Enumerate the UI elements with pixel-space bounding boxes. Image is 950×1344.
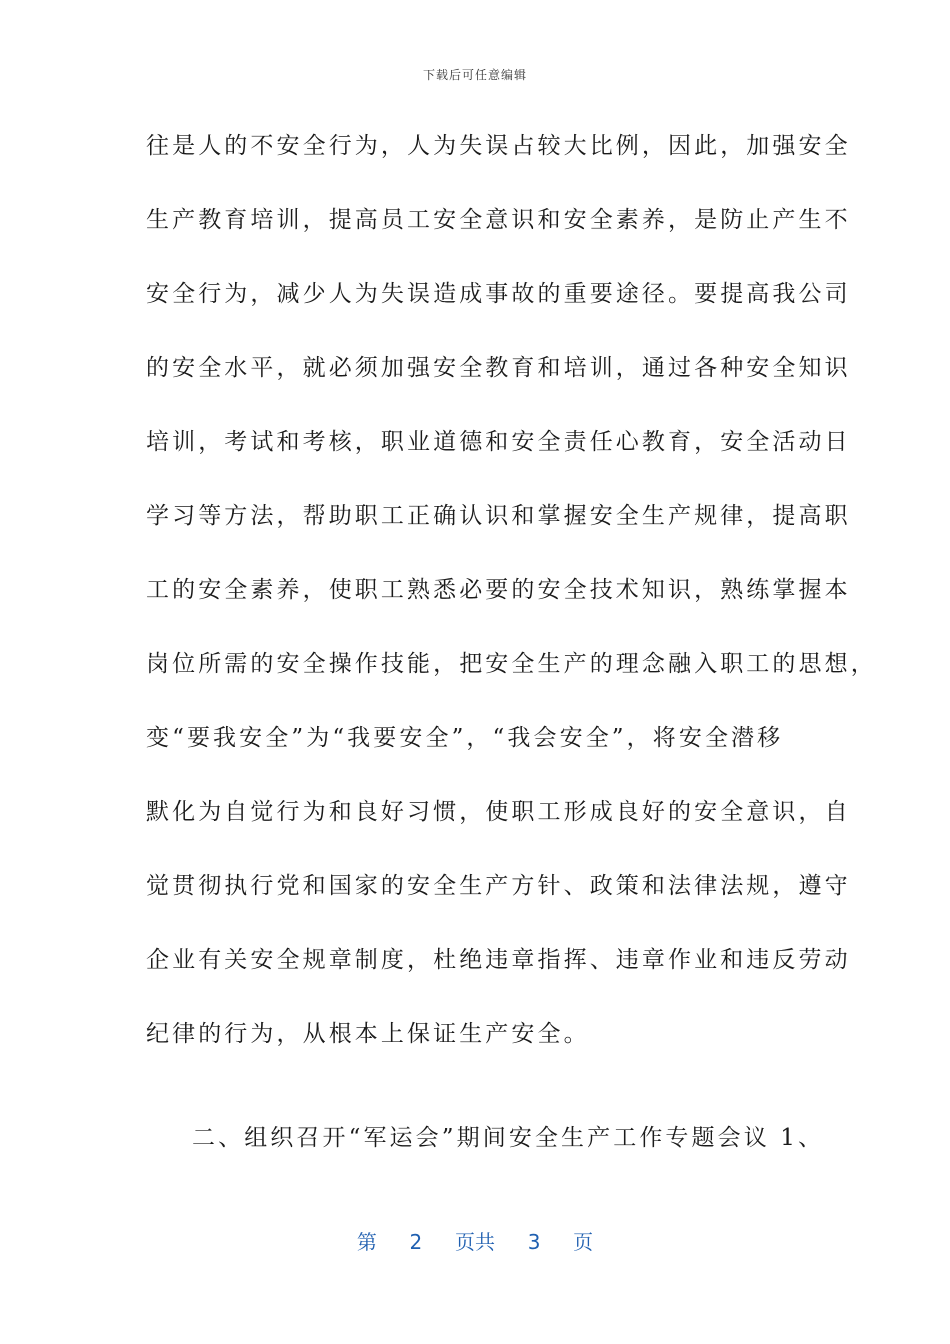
body-line: 安全行为，减少人为失误造成事故的重要途径。要提高我公司 [146, 281, 851, 307]
body-line: 的安全水平，就必须加强安全教育和培训，通过各种安全知识 [146, 355, 851, 381]
body-line: 企业有关安全规章制度，杜绝违章指挥、违章作业和违反劳动 [146, 947, 851, 973]
body-line: 工的安全素养，使职工熟悉必要的安全技术知识，熟练掌握本 [146, 577, 851, 603]
page-suffix: 页 [573, 1230, 594, 1254]
page-total-number: 3 [527, 1230, 541, 1254]
body-line: 学习等方法，帮助职工正确认识和掌握安全生产规律，提高职 [146, 503, 851, 529]
body-line: 往是人的不安全行为，人为失误占较大比例，因此，加强安全 [146, 133, 851, 159]
body-line: 默化为自觉行为和良好习惯，使职工形成良好的安全意识，自 [146, 799, 851, 825]
page-header: 下载后可任意编辑 [422, 68, 527, 82]
document-body [146, 128, 877, 1194]
page-footer [0, 1226, 950, 1255]
body-line: 纪律的行为，从根本上保证生产安全。 [146, 1021, 590, 1047]
page-current-number: 2 [409, 1230, 423, 1254]
body-line: 培训，考试和考核，职业道德和安全责任心教育，安全活动日 [146, 429, 851, 455]
body-line: 变“要我安全”为“我要安全”，“我会安全”，将安全潜移 [146, 725, 784, 751]
body-line: 岗位所需的安全操作技能，把安全生产的理念融入职工的思想， [146, 651, 877, 677]
section-heading: 二、组织召开“军运会”期间安全生产工作专题会议 1、 [192, 1125, 825, 1151]
page-prefix: 第 [356, 1230, 377, 1254]
body-line: 觉贯彻执行党和国家的安全生产方针、政策和法律法规，遵守 [146, 873, 851, 899]
page-mid: 页共 [455, 1230, 495, 1254]
body-line: 生产教育培训，提高员工安全意识和安全素养，是防止产生不 [146, 207, 851, 233]
